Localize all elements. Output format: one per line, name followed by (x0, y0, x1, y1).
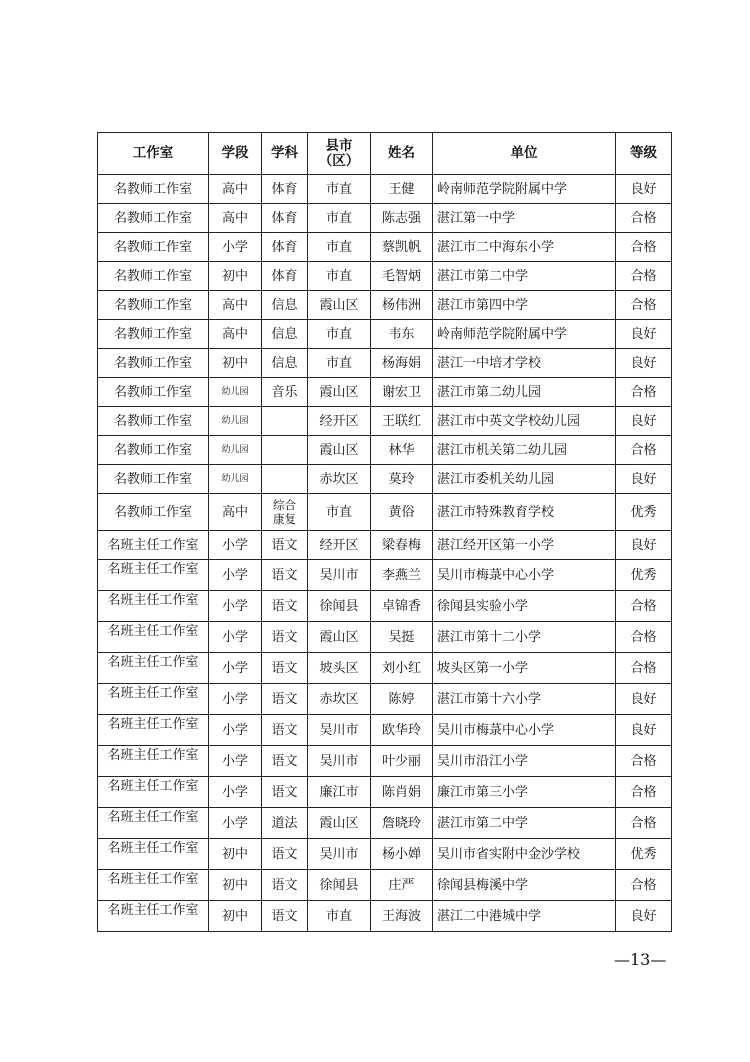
cell-stage: 高中 (209, 204, 262, 233)
cell-studio: 名教师工作室 (98, 204, 209, 233)
cell-unit: 湛江经开区第一小学 (433, 531, 616, 560)
cell-unit: 湛江市第二幼儿园 (433, 378, 616, 407)
cell-county: 徐闻县 (308, 870, 371, 901)
cell-studio: 名教师工作室 (98, 349, 209, 378)
cell-studio: 名班主任工作室 (98, 777, 209, 808)
cell-name: 卓锦香 (371, 591, 433, 622)
cell-subject: 语文 (262, 901, 308, 932)
cell-name: 毛智炳 (371, 262, 433, 291)
cell-county: 霞山区 (308, 622, 371, 653)
cell-stage: 小学 (209, 560, 262, 591)
cell-stage: 高中 (209, 494, 262, 531)
cell-name: 詹晓玲 (371, 808, 433, 839)
cell-subject: 道法 (262, 808, 308, 839)
cell-subject: 语文 (262, 684, 308, 715)
table-row (98, 320, 672, 349)
cell-stage: 初中 (209, 262, 262, 291)
cell-county: 市直 (308, 320, 371, 349)
cell-county: 霞山区 (308, 808, 371, 839)
table-row (98, 684, 672, 715)
cell-grade: 合格 (616, 777, 672, 808)
cell-grade: 良好 (616, 349, 672, 378)
cell-unit: 岭南师范学院附属中学 (433, 175, 616, 204)
cell-county: 徐闻县 (308, 591, 371, 622)
cell-stage: 幼儿园 (209, 407, 262, 436)
cell-studio: 名教师工作室 (98, 262, 209, 291)
page-number: —13— (614, 950, 667, 969)
col-header-name: 姓名 (371, 133, 433, 175)
cell-name: 王联红 (371, 407, 433, 436)
cell-stage: 初中 (209, 839, 262, 870)
cell-name: 杨海娟 (371, 349, 433, 378)
cell-unit: 岭南师范学院附属中学 (433, 320, 616, 349)
cell-unit: 湛江市第十六小学 (433, 684, 616, 715)
cell-county: 吴川市 (308, 839, 371, 870)
cell-county: 市直 (308, 262, 371, 291)
cell-studio: 名班主任工作室 (98, 560, 209, 591)
cell-stage: 初中 (209, 870, 262, 901)
cell-subject: 语文 (262, 839, 308, 870)
cell-county: 吴川市 (308, 560, 371, 591)
table-row (98, 622, 672, 653)
cell-unit: 湛江市第二中学 (433, 262, 616, 291)
table-row (98, 777, 672, 808)
table-row (98, 378, 672, 407)
cell-unit: 湛江第一中学 (433, 204, 616, 233)
table-row (98, 560, 672, 591)
table-row (98, 262, 672, 291)
cell-stage: 小学 (209, 622, 262, 653)
cell-subject: 语文 (262, 746, 308, 777)
cell-grade: 合格 (616, 378, 672, 407)
table-row (98, 436, 672, 465)
cell-county: 市直 (308, 901, 371, 932)
cell-county: 市直 (308, 204, 371, 233)
cell-name: 谢宏卫 (371, 378, 433, 407)
cell-unit: 吴川市梅菉中心小学 (433, 715, 616, 746)
table-row (98, 531, 672, 560)
cell-county: 经开区 (308, 531, 371, 560)
cell-stage: 小学 (209, 746, 262, 777)
cell-studio: 名班主任工作室 (98, 870, 209, 901)
cell-name: 陈婷 (371, 684, 433, 715)
cell-grade: 合格 (616, 591, 672, 622)
cell-grade: 良好 (616, 531, 672, 560)
table-row (98, 204, 672, 233)
cell-studio: 名教师工作室 (98, 320, 209, 349)
cell-county: 吴川市 (308, 715, 371, 746)
cell-name: 梁春梅 (371, 531, 433, 560)
evaluation-table (97, 132, 672, 932)
cell-studio: 名教师工作室 (98, 465, 209, 494)
cell-studio: 名班主任工作室 (98, 746, 209, 777)
cell-unit: 吴川市沿江小学 (433, 746, 616, 777)
table-row (98, 653, 672, 684)
cell-name: 王海波 (371, 901, 433, 932)
cell-stage: 小学 (209, 653, 262, 684)
cell-name: 蔡凯帆 (371, 233, 433, 262)
table-row (98, 715, 672, 746)
cell-subject: 体育 (262, 175, 308, 204)
cell-stage: 初中 (209, 349, 262, 378)
cell-grade: 良好 (616, 901, 672, 932)
cell-grade: 合格 (616, 233, 672, 262)
col-header-grade: 等级 (616, 133, 672, 175)
cell-subject: 语文 (262, 870, 308, 901)
cell-name: 叶少丽 (371, 746, 433, 777)
cell-county: 市直 (308, 175, 371, 204)
cell-county: 廉江市 (308, 777, 371, 808)
table-row (98, 591, 672, 622)
cell-county: 霞山区 (308, 436, 371, 465)
cell-studio: 名教师工作室 (98, 378, 209, 407)
cell-name: 杨伟洲 (371, 291, 433, 320)
cell-stage: 高中 (209, 291, 262, 320)
cell-stage: 幼儿园 (209, 436, 262, 465)
cell-subject: 综合 康复 (262, 494, 308, 531)
cell-unit: 坡头区第一小学 (433, 653, 616, 684)
cell-grade: 良好 (616, 684, 672, 715)
cell-grade: 合格 (616, 622, 672, 653)
cell-county: 吴川市 (308, 746, 371, 777)
cell-unit: 廉江市第三小学 (433, 777, 616, 808)
cell-studio: 名教师工作室 (98, 494, 209, 531)
cell-grade: 合格 (616, 746, 672, 777)
cell-subject (262, 436, 308, 465)
table-row (98, 349, 672, 378)
cell-name: 王健 (371, 175, 433, 204)
cell-studio: 名班主任工作室 (98, 591, 209, 622)
cell-grade: 良好 (616, 715, 672, 746)
table-row (98, 901, 672, 932)
cell-subject: 体育 (262, 233, 308, 262)
cell-county: 坡头区 (308, 653, 371, 684)
cell-name: 陈肖娟 (371, 777, 433, 808)
cell-subject: 语文 (262, 560, 308, 591)
col-header-studio: 工作室 (98, 133, 209, 175)
cell-name: 韦东 (371, 320, 433, 349)
cell-name: 杨小婵 (371, 839, 433, 870)
cell-county: 市直 (308, 494, 371, 531)
cell-stage: 小学 (209, 233, 262, 262)
cell-studio: 名班主任工作室 (98, 839, 209, 870)
cell-grade: 优秀 (616, 560, 672, 591)
cell-grade: 合格 (616, 870, 672, 901)
header-row (98, 133, 672, 175)
col-header-stage: 学段 (209, 133, 262, 175)
cell-county: 霞山区 (308, 291, 371, 320)
cell-studio: 名班主任工作室 (98, 531, 209, 560)
cell-stage: 小学 (209, 808, 262, 839)
cell-studio: 名班主任工作室 (98, 715, 209, 746)
cell-name: 庄严 (371, 870, 433, 901)
cell-unit: 湛江市委机关幼儿园 (433, 465, 616, 494)
cell-unit: 湛江市第十二小学 (433, 622, 616, 653)
col-header-subject: 学科 (262, 133, 308, 175)
cell-unit: 吴川市梅菉中心小学 (433, 560, 616, 591)
cell-grade: 良好 (616, 465, 672, 494)
table-row (98, 407, 672, 436)
cell-name: 陈志强 (371, 204, 433, 233)
cell-unit: 湛江一中培才学校 (433, 349, 616, 378)
cell-subject: 语文 (262, 777, 308, 808)
cell-grade: 合格 (616, 436, 672, 465)
table-row (98, 746, 672, 777)
cell-studio: 名教师工作室 (98, 436, 209, 465)
cell-unit: 湛江市第四中学 (433, 291, 616, 320)
cell-stage: 幼儿园 (209, 378, 262, 407)
cell-grade: 合格 (616, 808, 672, 839)
cell-unit: 徐闻县实验小学 (433, 591, 616, 622)
cell-subject: 信息 (262, 320, 308, 349)
cell-studio: 名教师工作室 (98, 291, 209, 320)
cell-grade: 优秀 (616, 494, 672, 531)
cell-studio: 名班主任工作室 (98, 808, 209, 839)
cell-name: 林华 (371, 436, 433, 465)
cell-name: 黄俗 (371, 494, 433, 531)
cell-name: 吴挺 (371, 622, 433, 653)
cell-subject: 语文 (262, 622, 308, 653)
cell-grade: 合格 (616, 262, 672, 291)
cell-subject: 语文 (262, 715, 308, 746)
cell-unit: 湛江市机关第二幼儿园 (433, 436, 616, 465)
cell-unit: 湛江二中港城中学 (433, 901, 616, 932)
cell-unit: 吴川市省实附中金沙学校 (433, 839, 616, 870)
col-header-county: 县市 （区） (308, 133, 371, 175)
cell-studio: 名教师工作室 (98, 233, 209, 262)
cell-stage: 小学 (209, 715, 262, 746)
cell-county: 赤坎区 (308, 465, 371, 494)
cell-unit: 湛江市二中海东小学 (433, 233, 616, 262)
cell-stage: 小学 (209, 684, 262, 715)
cell-stage: 小学 (209, 591, 262, 622)
cell-county: 市直 (308, 349, 371, 378)
col-header-unit: 单位 (433, 133, 616, 175)
cell-stage: 小学 (209, 777, 262, 808)
cell-stage: 幼儿园 (209, 465, 262, 494)
cell-studio: 名班主任工作室 (98, 622, 209, 653)
cell-grade: 良好 (616, 175, 672, 204)
cell-studio: 名班主任工作室 (98, 684, 209, 715)
cell-subject: 语文 (262, 531, 308, 560)
cell-subject: 信息 (262, 291, 308, 320)
cell-name: 李燕兰 (371, 560, 433, 591)
table-row (98, 465, 672, 494)
cell-grade: 良好 (616, 320, 672, 349)
cell-county: 经开区 (308, 407, 371, 436)
cell-subject: 信息 (262, 349, 308, 378)
cell-stage: 初中 (209, 901, 262, 932)
cell-subject: 体育 (262, 262, 308, 291)
table-row (98, 175, 672, 204)
table-row (98, 808, 672, 839)
cell-grade: 优秀 (616, 839, 672, 870)
table-row (98, 233, 672, 262)
table-row (98, 839, 672, 870)
cell-grade: 良好 (616, 407, 672, 436)
cell-grade: 合格 (616, 653, 672, 684)
cell-subject: 语文 (262, 653, 308, 684)
cell-unit: 徐闻县梅溪中学 (433, 870, 616, 901)
cell-grade: 合格 (616, 204, 672, 233)
cell-subject (262, 465, 308, 494)
cell-subject: 音乐 (262, 378, 308, 407)
cell-subject (262, 407, 308, 436)
cell-studio: 名教师工作室 (98, 175, 209, 204)
cell-unit: 湛江市中英文学校幼儿园 (433, 407, 616, 436)
cell-stage: 高中 (209, 175, 262, 204)
cell-subject: 体育 (262, 204, 308, 233)
cell-studio: 名教师工作室 (98, 407, 209, 436)
cell-name: 刘小红 (371, 653, 433, 684)
cell-county: 霞山区 (308, 378, 371, 407)
table-row (98, 494, 672, 531)
cell-studio: 名班主任工作室 (98, 901, 209, 932)
table-row (98, 291, 672, 320)
cell-name: 莫玲 (371, 465, 433, 494)
cell-stage: 高中 (209, 320, 262, 349)
cell-name: 欧华玲 (371, 715, 433, 746)
table-row (98, 870, 672, 901)
cell-subject: 语文 (262, 591, 308, 622)
cell-studio: 名班主任工作室 (98, 653, 209, 684)
cell-grade: 合格 (616, 291, 672, 320)
cell-unit: 湛江市第二中学 (433, 808, 616, 839)
cell-stage: 小学 (209, 531, 262, 560)
cell-unit: 湛江市特殊教育学校 (433, 494, 616, 531)
cell-county: 市直 (308, 233, 371, 262)
cell-county: 赤坎区 (308, 684, 371, 715)
